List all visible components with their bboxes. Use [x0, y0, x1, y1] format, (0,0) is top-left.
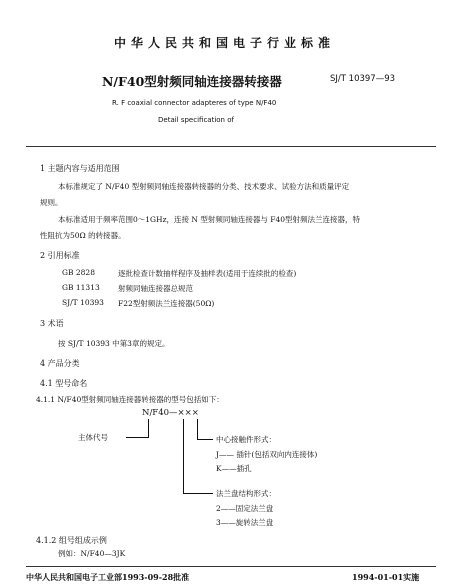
section-1-para-2b: 性阻抗为50Ω 的转接器。	[40, 231, 126, 240]
contact-type-j: J—— 插针(包括双向内连接体)	[216, 450, 318, 459]
section-4-1-heading: 4.1 型号命名	[40, 379, 88, 388]
model-code: N/F40—×××	[142, 408, 199, 418]
ref-code-2: GB 11313	[62, 283, 100, 292]
ref-code-3: SJ/T 10393	[62, 298, 104, 307]
contact-type-title: 中心接触件形式：	[216, 435, 276, 444]
section-3-para: 按 SJ/T 10393 中第3章的规定。	[58, 339, 170, 348]
section-4-1-2-heading: 4.1.2 组号组成示例	[36, 536, 107, 545]
section-1-heading: 1 主题内容与适用范围	[40, 164, 120, 173]
standard-number: SJ/T 10397—93	[330, 74, 396, 84]
g2-riser	[183, 419, 184, 493]
title-divider	[26, 146, 436, 147]
section-1-para-1b: 规则。	[40, 198, 63, 207]
footer-divider	[26, 566, 436, 567]
flange-type-2: 2——固定法兰盘	[216, 504, 274, 513]
section-4-heading: 4 产品分类	[40, 359, 80, 368]
english-title: R. F coaxial connector adapteres of type N/F40	[112, 99, 277, 107]
model-example: 例如：N/F40—3JK	[58, 549, 126, 558]
section-3-heading: 3 术语	[40, 319, 64, 328]
flange-type-title: 法兰盘结构形式：	[216, 489, 276, 498]
effective-date: 1994-01-01实施	[352, 572, 420, 582]
ref-text-1: 逐批检查计数抽样程序及抽样表(适用于连续批的检查)	[118, 269, 297, 278]
main-label-riser	[148, 419, 149, 438]
contact-type-k: K——插孔	[216, 464, 252, 473]
approval-line: 中华人民共和国电子工业部1993-09-28批准	[26, 572, 190, 582]
section-1-para-1a: 本标准规定了 N/F40 型射频同轴连接器转接器的分类、技术要求、试验方法和质量评定	[58, 182, 350, 191]
g1-connector	[197, 439, 213, 440]
g1-riser	[197, 419, 198, 439]
g2-connector	[183, 493, 213, 494]
section-2-heading: 2 引用标准	[40, 251, 80, 260]
ref-text-3: F22型射频法兰连接器(50Ω)	[118, 299, 215, 308]
main-label-connector	[126, 437, 148, 438]
document-title: N/F40型射频同轴连接器转接器	[102, 74, 282, 89]
section-4-1-1-text: 4.1.1 N/F40型射频同轴连接器转接器的型号包括如下：	[36, 395, 224, 404]
main-body-code-label: 主体代号	[78, 433, 108, 442]
flange-type-3: 3——旋转法兰盘	[216, 518, 274, 527]
ref-code-1: GB 2828	[62, 268, 95, 277]
ref-text-2: 射频同轴连接器总规范	[118, 284, 193, 293]
section-1-para-2a: 本标准适用于频率范围0～1GHz，连接 N 型射频同轴连接器与 F40型射频法兰连接器，特	[58, 215, 360, 224]
english-subtitle: Detail specification of	[158, 116, 234, 124]
ministry-standard-header: 中华人民共和国电子行业标准	[113, 36, 335, 50]
